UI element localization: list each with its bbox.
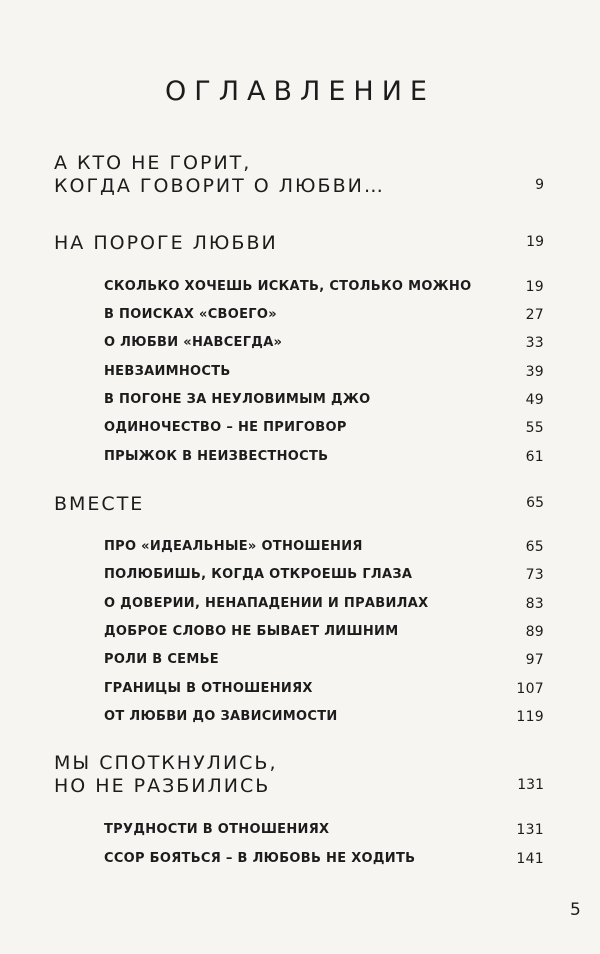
toc-entry [104, 335, 544, 355]
section-title-line: МЫ СПОТКНУЛИСЬ, [54, 752, 278, 774]
section-title-line: НО НЕ РАЗБИЛИСЬ [54, 775, 271, 797]
section-title-line: А КТО НЕ ГОРИТ, [54, 152, 252, 174]
entry-page-number: 33 [525, 335, 544, 351]
entry-title: О ЛЮБВИ «НАВСЕГДА» [104, 335, 283, 350]
entry-page-number: 97 [525, 652, 544, 668]
toc-entry [104, 822, 544, 842]
toc-entry [104, 539, 544, 559]
entry-title: ПРО «ИДЕАЛЬНЫЕ» ОТНОШЕНИЯ [104, 539, 363, 554]
toc-entry [104, 596, 544, 616]
entry-title: ОТ ЛЮБВИ ДО ЗАВИСИМОСТИ [104, 709, 338, 724]
entry-title: СКОЛЬКО ХОЧЕШЬ ИСКАТЬ, СТОЛЬКО МОЖНО [104, 279, 472, 294]
toc-entry [104, 420, 544, 440]
entry-title: РОЛИ В СЕМЬЕ [104, 652, 219, 667]
toc-entry [104, 449, 544, 469]
entry-title: ГРАНИЦЫ В ОТНОШЕНИЯХ [104, 681, 313, 696]
entry-page-number: 89 [525, 624, 544, 640]
section-page-number: 65 [526, 495, 544, 511]
toc-section [54, 493, 544, 516]
section-title [54, 152, 484, 198]
toc-section [54, 152, 544, 198]
section-title: НА ПОРОГЕ ЛЮБВИ [54, 232, 278, 254]
entry-page-number: 65 [525, 539, 544, 555]
entry-page-number: 73 [525, 567, 544, 583]
entry-page-number: 119 [516, 709, 544, 725]
entry-page-number: 83 [525, 596, 544, 612]
entry-title: В ПОИСКАХ «СВОЕГО» [104, 307, 277, 322]
entry-title: ПРЫЖОК В НЕИЗВЕСТНОСТЬ [104, 449, 329, 464]
toc-entry [104, 567, 544, 587]
entry-title: НЕВЗАИМНОСТЬ [104, 364, 231, 379]
toc-entry [104, 652, 544, 672]
entry-page-number: 49 [525, 392, 544, 408]
page-number: 5 [570, 900, 581, 920]
toc-entry [104, 279, 544, 299]
entry-title: ОДИНОЧЕСТВО – НЕ ПРИГОВОР [104, 420, 347, 435]
section-title [54, 752, 484, 798]
toc-entry [104, 851, 544, 871]
entry-page-number: 131 [516, 822, 544, 838]
entry-page-number: 107 [516, 681, 544, 697]
toc-entry [104, 624, 544, 644]
page-title: ОГЛАВЛЕНИЕ [165, 76, 435, 107]
entry-page-number: 27 [525, 307, 544, 323]
toc-entry [104, 364, 544, 384]
section-title-line: КОГДА ГОВОРИТ О ЛЮБВИ… [54, 175, 385, 197]
entry-title: ТРУДНОСТИ В ОТНОШЕНИЯХ [104, 822, 330, 837]
entry-title: ПОЛЮБИШЬ, КОГДА ОТКРОЕШЬ ГЛАЗА [104, 567, 413, 582]
entry-page-number: 61 [525, 449, 544, 465]
toc-section [54, 752, 544, 798]
entry-page-number: 141 [516, 851, 544, 867]
toc-entry [104, 392, 544, 412]
entry-page-number: 19 [525, 279, 544, 295]
entry-title: ССОР БОЯТЬСЯ – В ЛЮБОВЬ НЕ ХОДИТЬ [104, 851, 416, 866]
entry-title: В ПОГОНЕ ЗА НЕУЛОВИМЫМ ДЖО [104, 392, 371, 407]
entry-page-number: 55 [525, 420, 544, 436]
toc-entry [104, 681, 544, 701]
section-page-number: 19 [526, 234, 544, 250]
toc-entry [104, 709, 544, 729]
toc-entry [104, 307, 544, 327]
toc-section [54, 232, 544, 255]
entry-title: О ДОВЕРИИ, НЕНАПАДЕНИИ И ПРАВИЛАХ [104, 596, 429, 611]
entry-page-number: 39 [525, 364, 544, 380]
section-page-number: 131 [517, 777, 544, 793]
entry-title: ДОБРОЕ СЛОВО НЕ БЫВАЕТ ЛИШНИМ [104, 624, 399, 639]
section-title: ВМЕСТЕ [54, 493, 145, 515]
section-page-number: 9 [535, 177, 544, 193]
